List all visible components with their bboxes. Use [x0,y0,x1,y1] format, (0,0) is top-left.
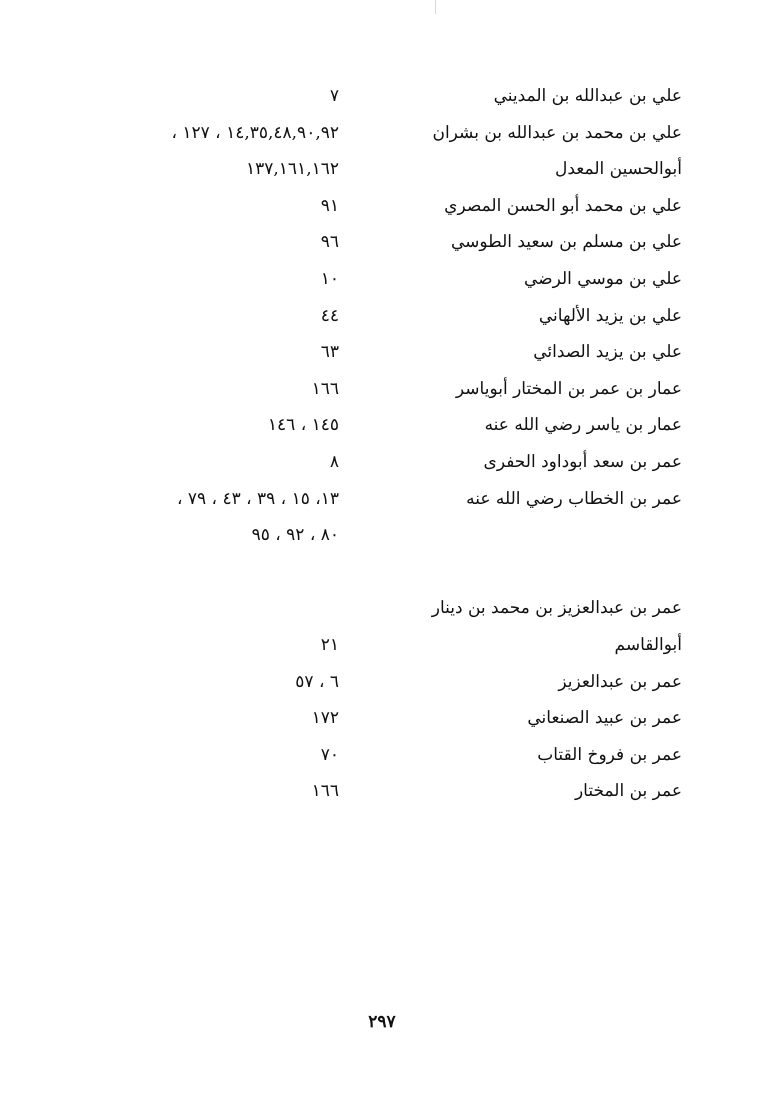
entry-name: عمر بن عبدالعزيز [558,671,682,692]
entry-name: علي بن موسي الرضي [523,268,682,289]
index-entry [0,409,764,446]
entry-pages: ٩٦ [320,232,339,253]
index-entry [0,263,764,300]
entry-pages: ١٣، ١٥ ، ٣٩ ، ٤٣ ، ٧٩ ، [177,488,339,509]
entry-pages: ١٦٦ [311,378,339,399]
entry-name: أبوالقاسم [614,634,682,655]
entry-name: عمر بن المختار [574,781,682,802]
top-divider [435,0,436,14]
entry-pages: ١٧٢ [311,708,339,729]
index-entry [0,373,764,410]
entry-name: أبوالحسين المعدل [555,159,682,180]
index-entry [0,80,764,117]
entry-name: علي بن يزيد الصدائي [533,342,682,363]
index-entry [0,300,764,337]
entry-name: علي بن مسلم بن سعيد الطوسي [450,232,682,253]
entry-pages: ١٤٥ ، ١٤٦ [267,415,339,436]
entry-pages: ٦٣ [320,342,339,363]
entry-pages: ٢١ [320,634,339,655]
entry-name: عمر بن عبدالعزيز بن محمد بن دينار [431,598,682,619]
index-entry [0,629,764,666]
entry-pages: ١٣٧,١٦١,١٦٢ [246,159,339,180]
entry-pages: ١٠ [320,268,339,289]
index-entry [0,775,764,812]
index-entry [0,117,764,154]
index-entry [0,592,764,629]
index-entry [0,739,764,776]
entry-pages: ٤٤ [320,305,339,326]
entry-name: عمر بن فروخ القتاب [537,744,682,765]
entry-name: عمار بن ياسر رضي الله عنه [484,415,682,436]
index-entry [0,483,764,520]
index-entry [0,702,764,739]
entry-pages: ٩١ [320,195,339,216]
entry-pages: ٨ [329,451,339,472]
entry-name: علي بن محمد بن عبدالله بن بشران [432,122,682,143]
entry-pages: ٦ ، ٥٧ [295,671,339,692]
entry-name: علي بن محمد أبو الحسن المصري [444,195,682,216]
entry-pages: ٧ [329,86,339,106]
index-entry [0,666,764,703]
index-entry-blank [0,556,764,593]
index-entry [0,226,764,263]
index-entry [0,190,764,227]
entry-name: عمر بن سعد أبوداود الحفرى [483,451,682,472]
page-number: ٢٩٧ [368,1012,396,1032]
entry-name: عمر بن عبيد الصنعاني [527,708,682,729]
entry-pages: ٧٠ [320,744,339,765]
index-entry [0,446,764,483]
entry-pages: ١٤,٣٥,٤٨,٩٠,٩٢ ، ١٢٧ ، [171,122,339,143]
entry-name: علي بن عبدالله بن المديني [493,86,682,106]
index-entry [0,153,764,190]
index-entry [0,336,764,373]
index-entries [0,80,764,812]
entry-name: علي بن يزيد الألهاني [538,305,682,326]
entry-name: عمار بن عمر بن المختار أبوياسر [455,378,682,399]
entry-pages: ١٦٦ [311,781,339,802]
entry-pages: ٨٠ ، ٩٢ ، ٩٥ [251,525,339,546]
entry-name: عمر بن الخطاب رضي الله عنه [466,488,682,509]
index-entry-continuation [0,519,764,556]
